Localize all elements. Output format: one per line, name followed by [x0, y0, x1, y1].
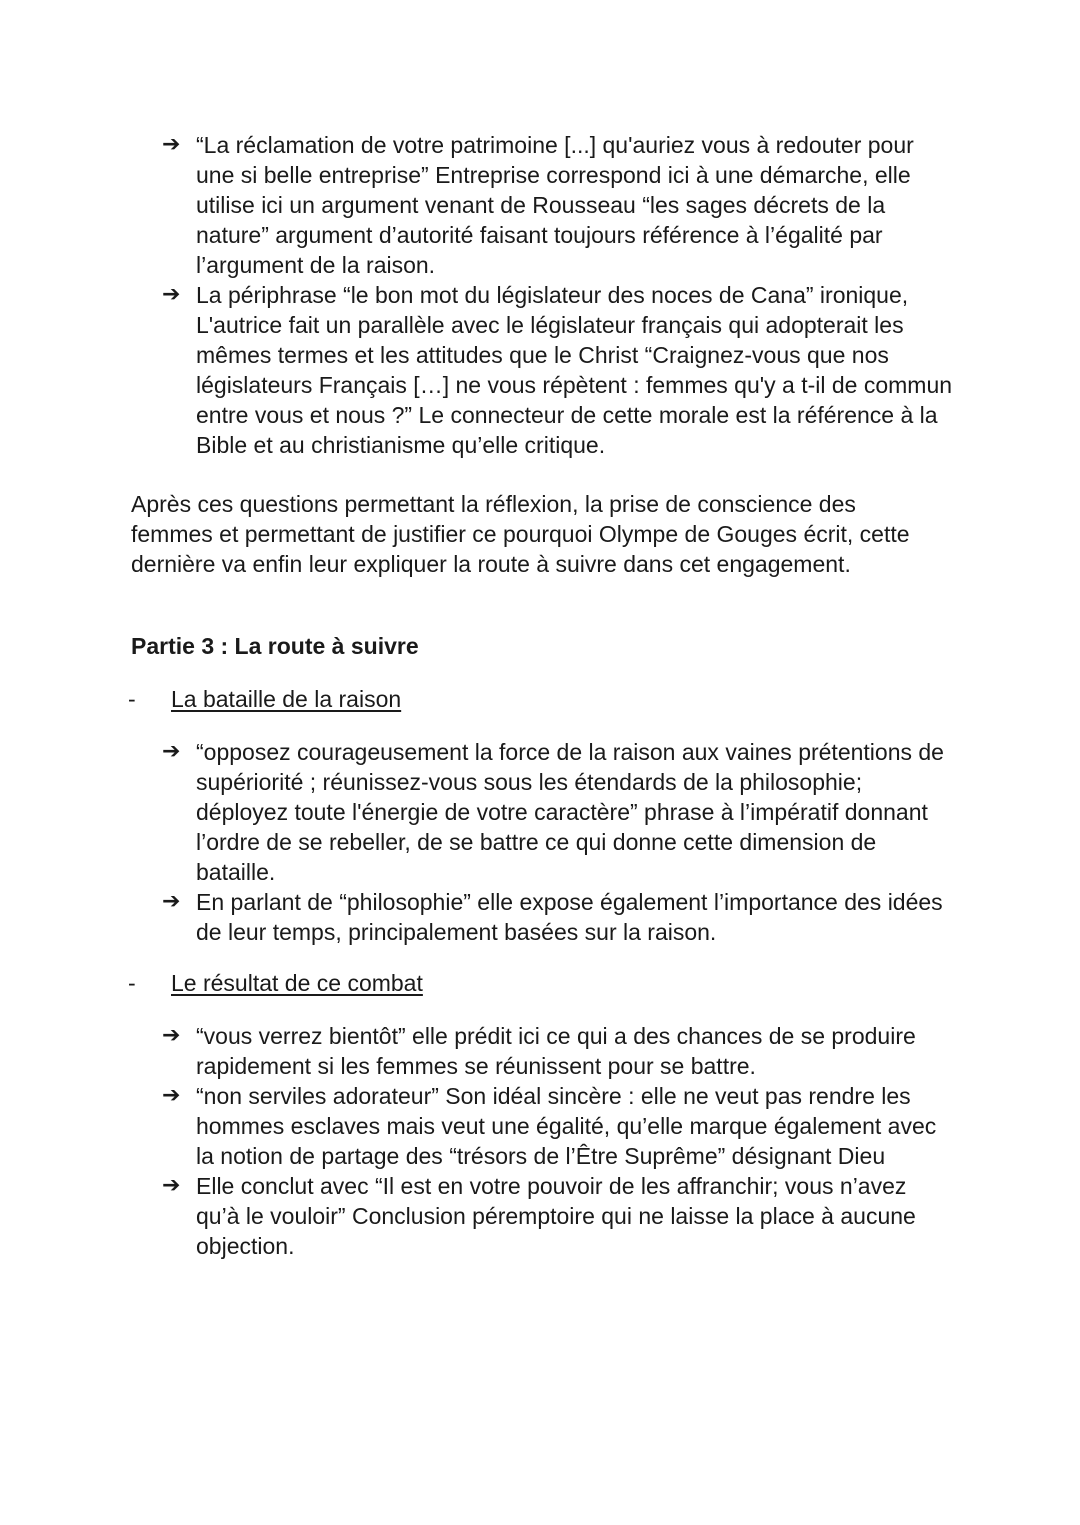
- dash-bullet: -: [128, 970, 136, 996]
- list-item: [0, 130, 956, 280]
- result-arrow-list: [0, 1021, 1080, 1261]
- transition-paragraph: Après ces questions permettant la réflexion, la prise de conscience des femmes et permettant de justifier ce pourquoi Olympe de Gouges écrit, cette dernière va enfin leur expliquer la route à suivre dans cet engagement.: [131, 491, 910, 577]
- list-item-text: En parlant de “philosophie” elle expose également l’importance des idées de leur temps, principalement basées sur la raison.: [196, 889, 943, 945]
- list-item-text: Elle conclut avec “Il est en votre pouvoir de les affranchir; vous n’avez qu’à le vouloir” Conclusion péremptoire qui ne laisse la place à aucune objection.: [196, 1173, 916, 1259]
- list-item-text: “La réclamation de votre patrimoine [...] qu'auriez vous à redouter pour une si belle entreprise” Entreprise correspond ici à une démarche, elle utilise ici un argument venant de Rousseau “les sages décrets de la nature” argument d’autorité faisant toujours référence à l’égalité par l’argument de la raison.: [196, 132, 914, 278]
- arrow-icon: ➔: [162, 282, 181, 307]
- arrow-icon: ➔: [162, 1083, 181, 1108]
- list-item: [0, 1021, 956, 1081]
- list-item: [0, 737, 956, 887]
- dash-bullet: -: [128, 686, 136, 712]
- list-item: [0, 1171, 956, 1261]
- section-heading: Partie 3 : La route à suivre: [131, 633, 419, 659]
- list-item: [0, 1081, 956, 1171]
- subsection-title: Le résultat de ce combat: [171, 970, 423, 996]
- battle-arrow-list: [0, 737, 1080, 947]
- list-item-text: “vous verrez bientôt” elle prédit ici ce qui a des chances de se produire rapidement si les femmes se réunissent pour se battre.: [196, 1023, 916, 1079]
- list-item-text: “non serviles adorateur” Son idéal sincère : elle ne veut pas rendre les hommes esclaves mais veut une égalité, qu’elle marque également avec la notion de partage des “trésors de l’Être Suprême” désignant Dieu: [196, 1083, 937, 1169]
- arrow-icon: ➔: [162, 739, 181, 764]
- top-arrow-list: [0, 130, 1080, 460]
- list-item-text: “opposez courageusement la force de la raison aux vaines prétentions de supériorité ; réunissez-vous sous les étendards de la philosophie; déployez toute l'énergie de votre caractère” phrase à l’impératif donnant l’ordre de se rebeller, de se battre ce qui donne cette dimension de bataille.: [196, 739, 944, 885]
- list-item: [0, 280, 956, 460]
- subsection-title: La bataille de la raison: [171, 686, 402, 712]
- arrow-icon: ➔: [162, 889, 181, 914]
- list-item: [0, 887, 956, 947]
- arrow-icon: ➔: [162, 1173, 181, 1198]
- arrow-icon: ➔: [162, 132, 181, 157]
- list-item-text: La périphrase “le bon mot du législateur des noces de Cana” ironique, L'autrice fait un parallèle avec le législateur français qui adopterait les mêmes termes et les attitudes que le Christ “Craignez-vous que nos législateurs Français […] ne vous répètent : femmes qu'y a t-il de commun entre vous et nous ?” Le connecteur de cette morale est la référence à la Bible et au christianisme qu’elle critique.: [196, 282, 953, 458]
- arrow-icon: ➔: [162, 1023, 181, 1048]
